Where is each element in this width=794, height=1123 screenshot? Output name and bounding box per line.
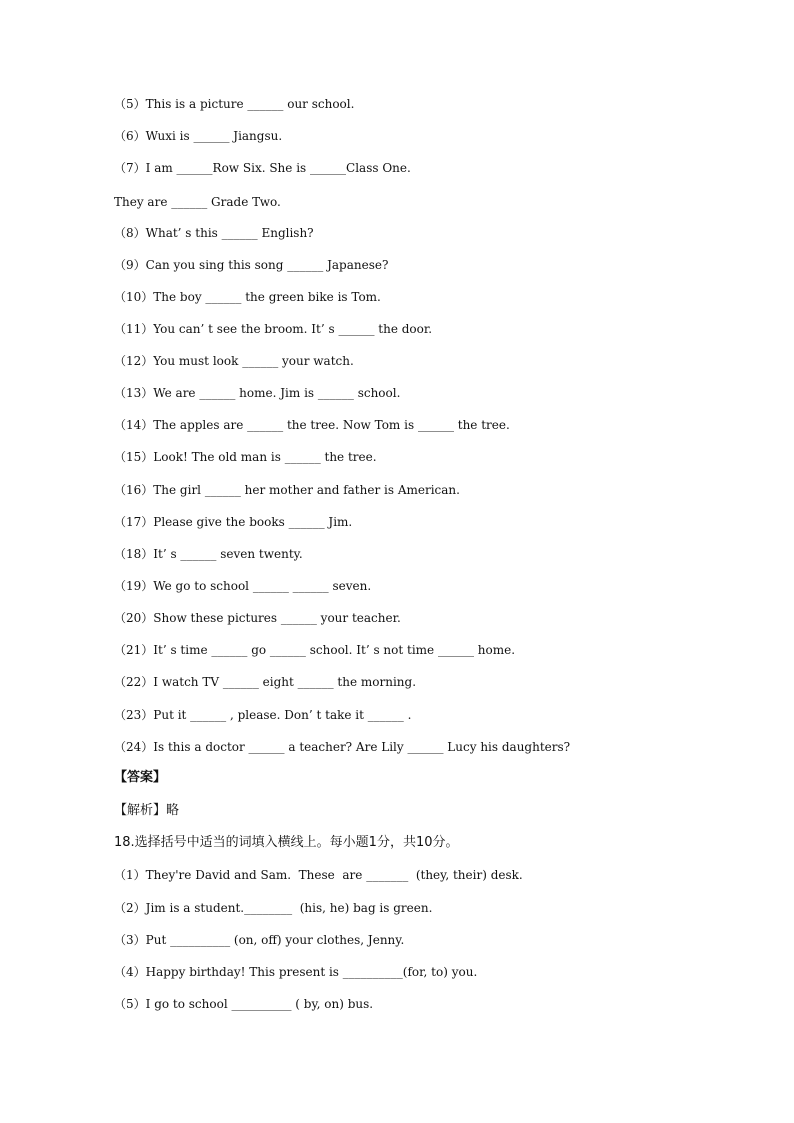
exercise-17-item-5: （5）This is a picture ______ our school. — [114, 97, 355, 111]
exercise-18-item-4: （4）Happy birthday! This present is __________(for, to) you. — [114, 965, 478, 979]
exercise-17-item-17: （17）Please give the books ______ Jim. — [114, 515, 353, 529]
exercise-17-item-24: （24）Is this a doctor ______ a teacher? Are Lily ______ Lucy his daughters? — [114, 740, 571, 754]
exercise-17-item-14: （14）The apples are ______ the tree. Now Tom is ______ the tree. — [114, 418, 510, 432]
answer-label: 【答案】 — [114, 770, 167, 785]
exercise-17-item-13: （13）We are ______ home. Jim is ______ school. — [114, 386, 401, 400]
exercise-17-item-12: （12）You must look ______ your watch. — [114, 354, 354, 368]
exercise-17-item-22: （22）I watch TV ______ eight ______ the morning. — [114, 675, 417, 689]
exercise-18-item-2: （2）Jim is a student.________ (his, he) bag is green. — [114, 901, 433, 915]
exercise-17-item-7-continued: They are ______ Grade Two. — [114, 195, 281, 209]
exercise-17-item-23: （23）Put it ______ , please. Don’ t take it ______ . — [114, 708, 412, 722]
exercise-17-item-6: （6）Wuxi is ______ Jiangsu. — [114, 129, 283, 143]
exercise-17-item-11: （11）You can’ t see the broom. It’ s ______ the door. — [114, 322, 433, 336]
exercise-17-item-20: （20）Show these pictures ______ your teacher. — [114, 611, 401, 625]
exercise-18-item-1: （1）They're David and Sam. These are _______ (they, their) desk. — [114, 868, 523, 882]
exercise-17-item-21: （21）It’ s time ______ go ______ school. It’ s not time ______ home. — [114, 643, 516, 657]
analysis-label: 【解析】略 — [114, 803, 180, 818]
exercise-17-item-10: （10）The boy ______ the green bike is Tom. — [114, 290, 381, 304]
exercise-18-heading: 18.选择括号中适当的词填入横线上。每小题1分，共10分。 — [114, 835, 459, 850]
exercise-17-item-7: （7）I am ______Row Six. She is ______Class One. — [114, 161, 411, 175]
exercise-17-item-16: （16）The girl ______ her mother and father is American. — [114, 483, 460, 497]
exercise-18-item-5: （5）I go to school __________ ( by, on) bus. — [114, 997, 374, 1011]
exercise-18-item-3: （3）Put __________ (on, off) your clothes, Jenny. — [114, 933, 405, 947]
exercise-17-item-18: （18）It’ s ______ seven twenty. — [114, 547, 303, 561]
exercise-17-item-19: （19）We go to school ______ ______ seven. — [114, 579, 372, 593]
exercise-17-item-9: （9）Can you sing this song ______ Japanese? — [114, 258, 389, 272]
exercise-17-item-15: （15）Look! The old man is ______ the tree. — [114, 450, 377, 464]
exercise-17-item-8: （8）What’ s this ______ English? — [114, 226, 314, 240]
